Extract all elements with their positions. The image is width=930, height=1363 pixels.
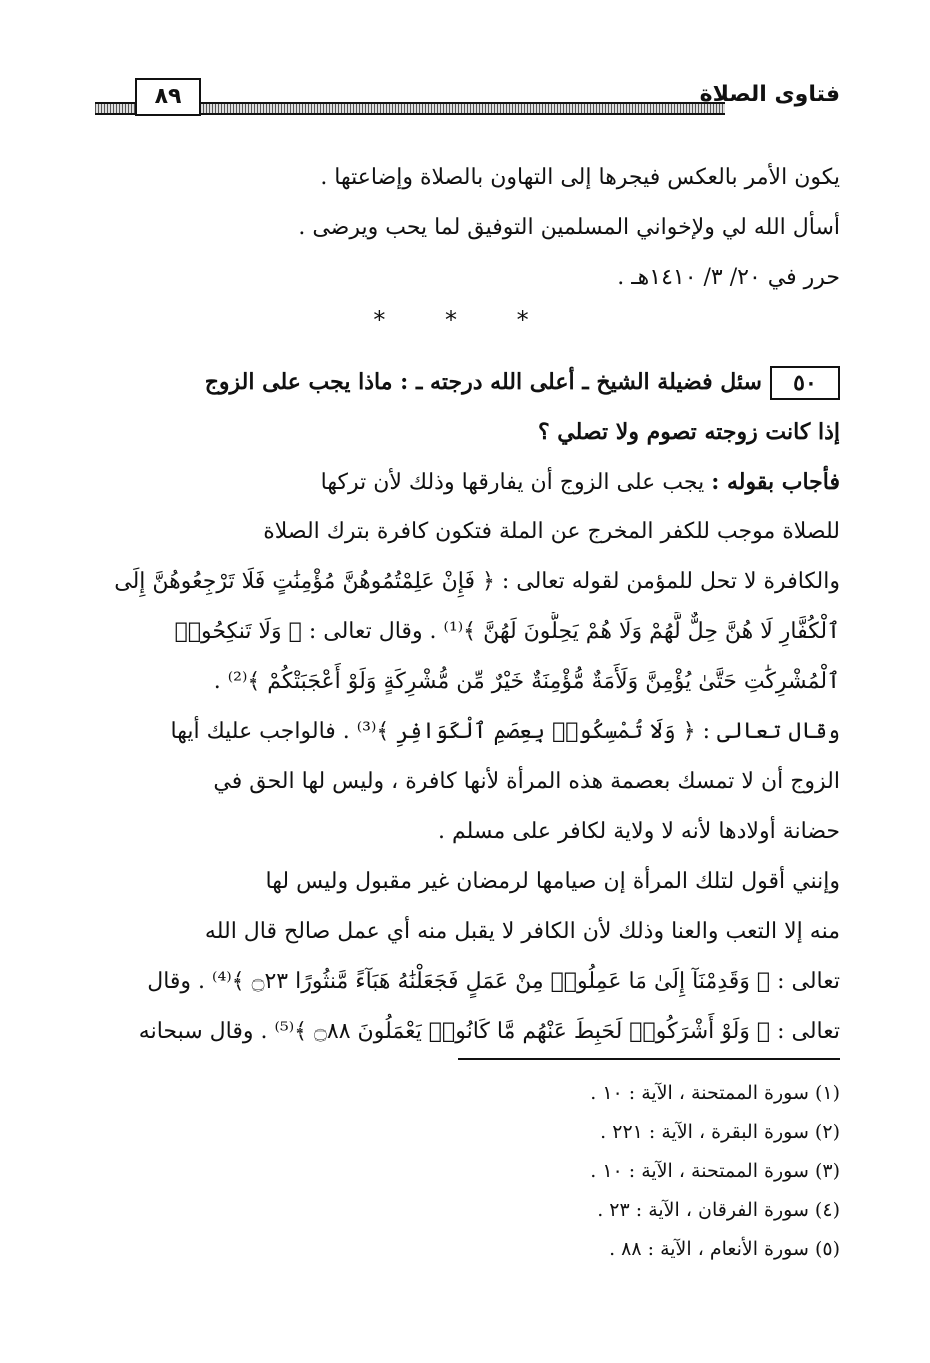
answer-line: والكافرة لا تحل للمؤمن لقوله تعالى : ﴿ فَإِنْ عَلِمْتُمُوهُنَّ مُؤْمِنَٰتٍ فَلَا تَرْجِعُوهُنَّ إِلَى bbox=[114, 569, 840, 594]
answer-line bbox=[88, 462, 840, 502]
footnote: (١) سورة الممتحنة ، الآية : ١٠ . bbox=[590, 1082, 840, 1104]
footnote: (٤) سورة الفرقان ، الآية : ٢٣ . bbox=[597, 1199, 840, 1221]
answer-line: ٱلْكُفَّارِ لَا هُنَّ حِلٌّ لَّهُمْ وَلَا هُمْ يَحِلُّونَ لَهُنَّ ﴾⁽¹⁾ . وقال تعالى : ﴿ وَلَا تَنكِحُوا۟ bbox=[174, 619, 840, 644]
answer-line: وقال تعالى : ﴿ وَلَا تُمْسِكُوا۟ بِعِصَمِ ٱلْكَوَافِرِ ﴾⁽³⁾ . فالواجب عليك أيها bbox=[170, 719, 840, 744]
book-title: فتاوى الصلاة bbox=[699, 82, 840, 107]
question-text: إذا كانت زوجته تصوم ولا تصلي ؟ bbox=[537, 419, 840, 445]
footnote: (٣) سورة الممتحنة ، الآية : ١٠ . bbox=[590, 1160, 840, 1182]
answer-line: ٱلْمُشْرِكَٰتِ حَتَّىٰ يُؤْمِنَّ وَلَأَمَةٌ مُّؤْمِنَةٌ خَيْرٌ مِّن مُّشْرِكَةٍ وَلَوْ أَعْجَبَتْكُمْ ﴾⁽²⁾ . bbox=[213, 669, 840, 694]
answer-line: وإنني أقول لتلك المرأة إن صيامها لرمضان غير مقبول وليس لها bbox=[265, 869, 840, 894]
page-number: ٨٩ bbox=[135, 78, 201, 116]
running-header bbox=[95, 72, 840, 122]
answer-line: تعالى : ﴿ وَقَدِمْنَآ إِلَىٰ مَا عَمِلُوا۟ مِنْ عَمَلٍ فَجَعَلْنَٰهُ هَبَآءً مَّنثُورًا ۝٢٣ ﴾⁽⁴⁾ . وقال bbox=[147, 969, 840, 994]
answer-line: حضانة أولادها لأنه لا ولاية لكافر على مسلم . bbox=[437, 819, 840, 844]
text-line: يكون الأمر بالعكس فيجرها إلى التهاون بالصلاة وإضاعتها . bbox=[320, 165, 840, 190]
answer-line: تعالى : ﴿ وَلَوْ أَشْرَكُوا۟ لَحَبِطَ عَنْهُم مَّا كَانُوا۟ يَعْمَلُونَ ۝٨٨ ﴾⁽⁵⁾ . وقال سبحانه bbox=[138, 1019, 840, 1044]
question-text: سئل فضيلة الشيخ ـ أعلى الله درجته ـ : ماذا يجب على الزوج bbox=[204, 369, 762, 395]
footnote: (٢) سورة البقرة ، الآية : ٢٢١ . bbox=[600, 1121, 840, 1143]
question-number: ٥٠ bbox=[770, 366, 840, 400]
answer-line: للصلاة موجب للكفر المخرج عن الملة فتكون كافرة بترك الصلاة bbox=[263, 519, 840, 544]
question-heading bbox=[88, 362, 840, 402]
date-line: حرر في ٢٠/ ٣/ ١٤١٠هـ . bbox=[617, 265, 840, 290]
footnote: (٥) سورة الأنعام ، الآية : ٨٨ . bbox=[609, 1238, 840, 1260]
answer-text: يجب على الزوج أن يفارقها وذلك لأن تركها bbox=[320, 470, 712, 495]
text-line: أسأل الله لي ولإخواني المسلمين التوفيق لما يحب ويرضى . bbox=[298, 215, 840, 240]
answer-line: الزوج أن لا تمسك بعصمة هذه المرأة لأنها كافرة ، وليس لها الحق في bbox=[213, 769, 840, 794]
section-separator: * * * bbox=[373, 306, 555, 334]
footnote-rule bbox=[458, 1058, 840, 1060]
answer-intro: فأجاب بقوله : bbox=[711, 469, 840, 495]
answer-line: منه إلا التعب والعنا وذلك لأن الكافر لا يقبل منه أي عمل صالح قال الله bbox=[204, 919, 840, 944]
